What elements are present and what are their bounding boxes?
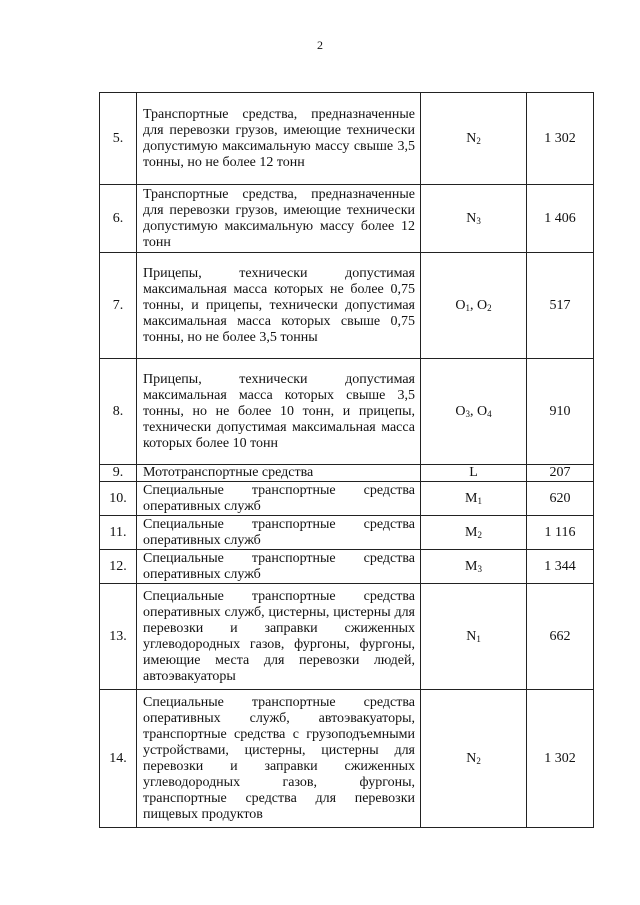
row-number: 11. bbox=[100, 516, 137, 550]
category-subscript: 1 bbox=[477, 495, 482, 506]
table-body bbox=[100, 93, 594, 828]
category-letter: O bbox=[477, 297, 488, 313]
table-row bbox=[100, 516, 594, 550]
table-row bbox=[100, 185, 594, 253]
category-letter: N bbox=[466, 210, 477, 226]
vehicle-category bbox=[421, 690, 527, 828]
category-letter: O bbox=[455, 297, 466, 313]
category-subscript: 2 bbox=[476, 135, 481, 146]
vehicle-description: Транспортные средства, предназначенные для перевозки грузов, имеющие технически допустимую максимальную массу свыше 3,5 тонны, но не более 12 тонн bbox=[137, 93, 421, 185]
row-number: 9. bbox=[100, 465, 137, 482]
category-letter: M bbox=[465, 558, 478, 574]
row-number: 13. bbox=[100, 584, 137, 690]
row-number: 14. bbox=[100, 690, 137, 828]
category-letter: N bbox=[466, 628, 477, 644]
vehicle-category bbox=[421, 516, 527, 550]
category-letter: O bbox=[455, 403, 466, 419]
vehicle-category bbox=[421, 550, 527, 584]
category-subscript: 2 bbox=[487, 302, 492, 313]
category-letter: M bbox=[465, 524, 478, 540]
vehicle-category: $O_1$, $O_2$ bbox=[421, 253, 527, 359]
vehicle-category bbox=[421, 465, 527, 482]
table-row bbox=[100, 482, 594, 516]
category-letter: O bbox=[477, 403, 488, 419]
vehicle-description: Мототранспортные средства bbox=[137, 465, 421, 482]
vehicle-category: $O_3$, $O_4$ bbox=[421, 359, 527, 465]
fee-amount: 620 bbox=[527, 482, 594, 516]
fee-amount: 207 bbox=[527, 465, 594, 482]
category-subscript: 2 bbox=[477, 529, 482, 540]
fee-amount: 517 bbox=[527, 253, 594, 359]
table-row bbox=[100, 465, 594, 482]
category-letter: L bbox=[469, 465, 478, 480]
vehicle-description: Транспортные средства, предназначенные для перевозки грузов, имеющие технически допустимую максимальную массу более 12 тонн bbox=[137, 185, 421, 253]
vehicle-description: Специальные транспортные средства оперативных служб, автоэвакуаторы, транспортные средства с грузоподъемными устройствами, цистерны, цистерны для перевозки и заправки сжиженных углеводородных газов, фургоны, транспортные средства для перевозки пищевых продуктов bbox=[137, 690, 421, 828]
fee-amount: 1 302 bbox=[527, 690, 594, 828]
page-number: 2 bbox=[317, 38, 323, 52]
category-subscript: 1 bbox=[476, 633, 481, 644]
row-number: 6. bbox=[100, 185, 137, 253]
table-row bbox=[100, 93, 594, 185]
table-row bbox=[100, 584, 594, 690]
row-number: 8. bbox=[100, 359, 137, 465]
vehicle-description: Прицепы, технически допустимая максимальная масса которых не более 0,75 тонны, и прицепы, технически допустимая максимальная масса которых свыше 0,75 тонны, но не более 3,5 тонны bbox=[137, 253, 421, 359]
category-subscript: 2 bbox=[476, 755, 481, 766]
fee-amount: 1 344 bbox=[527, 550, 594, 584]
fee-amount: 910 bbox=[527, 359, 594, 465]
fee-amount: 1 116 bbox=[527, 516, 594, 550]
table-row bbox=[100, 550, 594, 584]
table-row bbox=[100, 359, 594, 465]
category-letter: M bbox=[465, 490, 478, 506]
fee-amount: 662 bbox=[527, 584, 594, 690]
category-subscript: 3 bbox=[476, 215, 481, 226]
category-subscript: 3 bbox=[465, 408, 470, 419]
fee-amount: 1 302 bbox=[527, 93, 594, 185]
row-number: 10. bbox=[100, 482, 137, 516]
table-row bbox=[100, 690, 594, 828]
row-number: 7. bbox=[100, 253, 137, 359]
category-letter: N bbox=[466, 750, 477, 766]
row-number: 5. bbox=[100, 93, 137, 185]
vehicle-description: Специальные транспортные средства оперативных служб, цистерны, цистерны для перевозки и заправки сжиженных углеводородных газов, фургоны, фургоны, имеющие места для перевозки людей, автоэвакуаторы bbox=[137, 584, 421, 690]
vehicle-description: Специальные транспортные средства оперативных служб bbox=[137, 482, 421, 516]
vehicle-category bbox=[421, 185, 527, 253]
vehicle-description: Специальные транспортные средства оперативных служб bbox=[137, 516, 421, 550]
vehicle-category bbox=[421, 482, 527, 516]
row-number: 12. bbox=[100, 550, 137, 584]
vehicle-description: Специальные транспортные средства оперативных служб bbox=[137, 550, 421, 584]
fee-amount: 1 406 bbox=[527, 185, 594, 253]
category-subscript: 1 bbox=[465, 302, 470, 313]
vehicle-category bbox=[421, 93, 527, 185]
vehicle-fee-table bbox=[99, 92, 594, 828]
table-row bbox=[100, 253, 594, 359]
category-letter: N bbox=[466, 130, 477, 146]
category-subscript: 3 bbox=[477, 563, 482, 574]
vehicle-category bbox=[421, 584, 527, 690]
vehicle-description: Прицепы, технически допустимая максимальная масса которых свыше 3,5 тонны, но не более 10 тонн, и прицепы, технически допустимая максимальная масса которых более 10 тонн bbox=[137, 359, 421, 465]
category-subscript: 4 bbox=[487, 408, 492, 419]
